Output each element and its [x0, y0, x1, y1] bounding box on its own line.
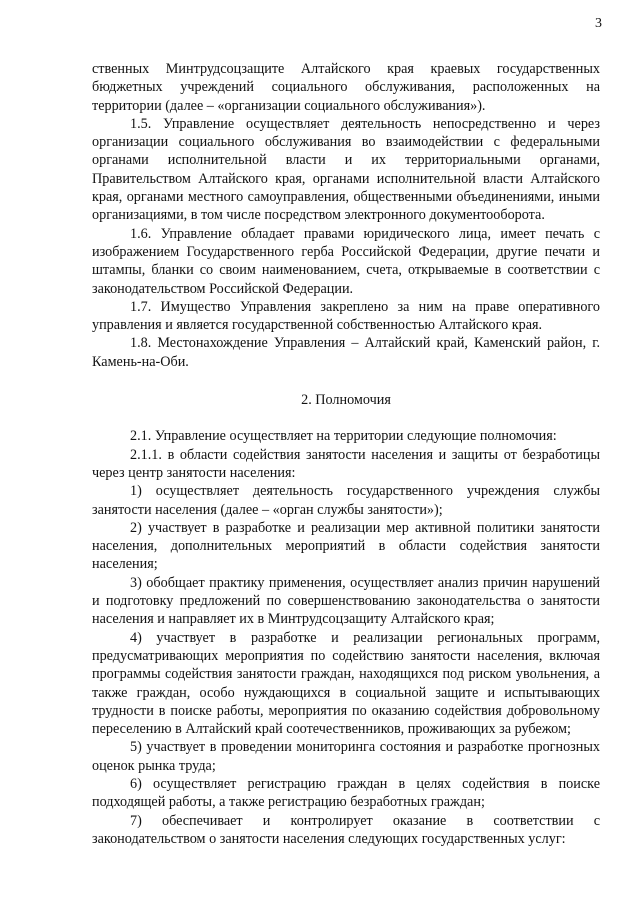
paragraph-2-1: 2.1. Управление осуществляет на территории следующие полномочия: — [130, 428, 557, 445]
list-item-4: 4) участвует в разработке и реализации региональных программ, предусматривающих мероприятия по содействию занятости населения, включая программы содействия занятости граждан, находящихся под риском увольнения, а также граждан, особо нуждающихся в социальной защите и испытывающих трудности в поиске работы, мероприятия по оказанию содействия добровольному переселению в Алтайский край соотечественников, проживающих за рубежом; — [92, 629, 600, 738]
paragraph-1-8: 1.8. Местонахождение Управления – Алтайский край, Каменский район, г. Камень-на-Оби. — [92, 335, 600, 370]
list-item-3: 3) обобщает практику применения, осуществляет анализ причин нарушений и подготовку предложений по совершенствованию законодательства о занятости населения и направляет их в Минтрудсоцзащиту Алтайского края; — [92, 574, 600, 628]
section-heading: 2. Полномочия — [301, 392, 391, 409]
paragraph-1-7: 1.7. Имущество Управления закреплено за ним на праве оперативного управления и является государственной собственностью Алтайского края. — [92, 298, 600, 334]
list-item-5: 5) участвует в проведении мониторинга состояния и разработке прогнозных оценок рынка труда; — [92, 739, 600, 774]
list-item-1: 1) осуществляет деятельность государственного учреждения службы занятости населения (далее – «орган службы занятости»); — [92, 483, 600, 518]
paragraph-1-5: 1.5. Управление осуществляет деятельность непосредственно и через организации социального обслуживания во взаимодействии с федеральными органами исполнительной власти и их территориальными органами, Правительством Алтайского края, органами исполнительной власти Алтайского края, органами местного самоуправления, общественными объединениями, иными организациями, в том числе посредством электронного документооборота. — [92, 115, 600, 224]
list-item-2: 2) участвует в разработке и реализации мер активной политики занятости населения, дополнительных мероприятий в области содействия занятости населения; — [92, 519, 600, 573]
document-body — [92, 60, 600, 848]
page-number: 3 — [595, 16, 602, 31]
list-item-6: 6) осуществляет регистрацию граждан в целях содействия в поиске подходящей работы, а также регистрацию безработных граждан; — [92, 775, 600, 811]
paragraph-continuation: ственных Минтрудсоцзащите Алтайского края краевых государственных бюджетных учреждений социального обслуживания, расположенных на территории (далее – «организации социального обслуживания»). — [92, 61, 600, 114]
paragraph-1-6: 1.6. Управление обладает правами юридического лица, имеет печать с изображением Государственного герба Российской Федерации, другие печати и штампы, бланки со своим наименованием, счета, открываемые в соответствии с законодательством Российской Федерации. — [92, 225, 600, 297]
list-item-7: 7) обеспечивает и контролирует оказание в соответствии с законодательством о занятости населения следующих государственных услуг: — [92, 812, 600, 847]
paragraph-2-1-1: 2.1.1. в области содействия занятости населения и защиты от безработицы через центр занятости населения: — [92, 446, 600, 481]
